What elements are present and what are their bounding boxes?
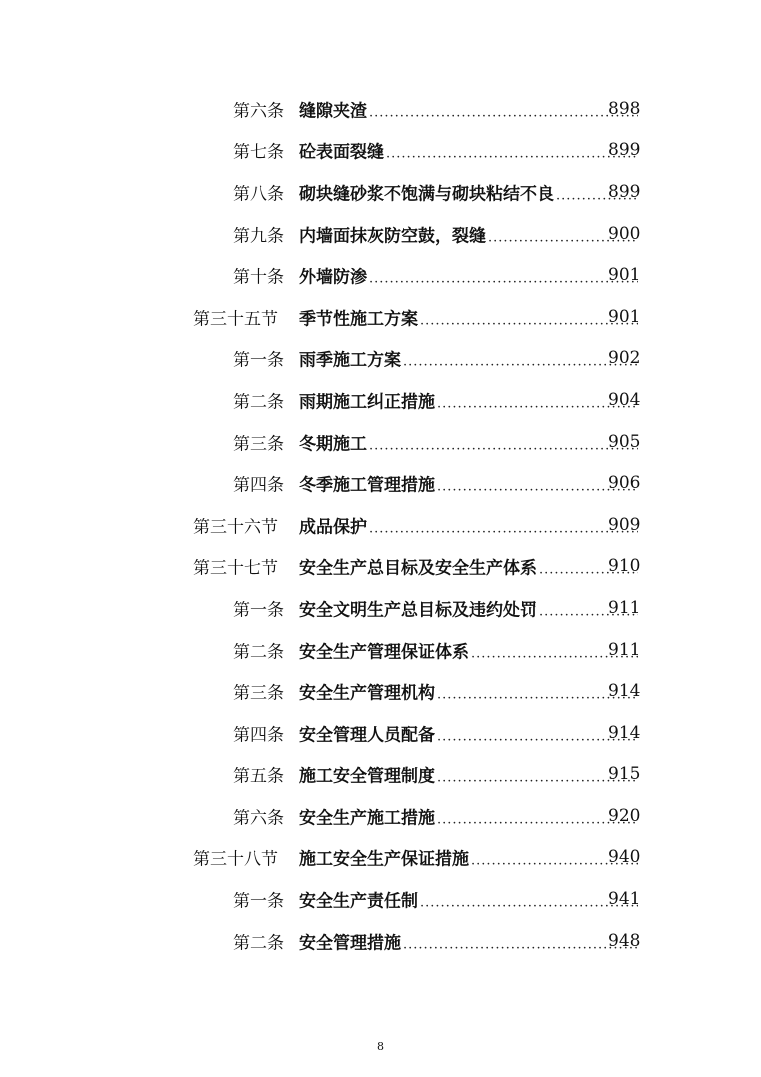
toc-entry-number: 第一条 [233,350,284,371]
toc-entry[interactable] [0,130,761,172]
toc-entry-title: 外墙防渗 [299,267,367,288]
toc-entry-title-line [299,845,640,870]
toc-entry-title-line [299,96,640,121]
toc-entry-title: 雨期施工纠正措施 [299,392,435,413]
toc-entry-page: 911 [608,597,641,618]
toc-entry-page: 898 [608,98,641,119]
toc-entry-title-line [299,429,640,454]
toc-entry[interactable] [0,296,761,338]
toc-entry-page: 901 [608,306,641,327]
toc-entry[interactable] [0,254,761,296]
toc-entry-title-line [299,595,640,620]
toc-entry-number: 第三十七节 [193,558,278,579]
page-number: 8 [377,1040,384,1053]
toc-entry-title-line [299,928,640,953]
toc-entry-number: 第一条 [233,891,284,912]
toc-entry-page: 941 [608,889,641,910]
toc-entry[interactable] [0,421,761,463]
toc-entry-title: 雨季施工方案 [299,350,401,371]
dot-leader [420,896,638,911]
toc-entry-title-line [299,263,640,288]
toc-entry[interactable] [0,670,761,712]
toc-entry-page: 906 [608,473,641,494]
dot-leader [420,313,638,328]
toc-entry-page: 900 [608,223,641,244]
toc-entry-page: 905 [608,431,641,452]
toc-entry-page: 920 [608,805,641,826]
toc-entry-number: 第八条 [233,184,284,205]
toc-entry[interactable] [0,837,761,879]
dot-leader [403,355,638,370]
toc-entry-page: 909 [608,514,641,535]
toc-entry[interactable] [0,629,761,671]
toc-entry-page: 940 [608,847,641,868]
toc-entry-page: 902 [608,348,641,369]
toc-entry-number: 第六条 [233,808,284,829]
table-of-contents [0,88,761,961]
toc-entry-page: 904 [608,389,641,410]
toc-entry-title: 冬季施工管理措施 [299,475,435,496]
toc-entry[interactable] [0,213,761,255]
toc-entry-number: 第五条 [233,766,284,787]
toc-entry-number: 第七条 [233,142,284,163]
toc-entry[interactable] [0,712,761,754]
toc-entry[interactable] [0,587,761,629]
toc-entry-title: 安全生产施工措施 [299,808,435,829]
toc-entry-page: 911 [608,639,641,660]
toc-entry-title: 安全管理人员配备 [299,725,435,746]
toc-entry-page: 899 [608,140,641,161]
toc-entry-title-line [299,138,640,163]
toc-entry-title: 砌块缝砂浆不饱满与砌块粘结不良 [299,184,554,205]
toc-entry[interactable] [0,88,761,130]
toc-entry-page: 901 [608,265,641,286]
toc-entry-number: 第九条 [233,226,284,247]
toc-entry-number: 第三十五节 [193,309,278,330]
toc-entry-page: 914 [608,681,641,702]
toc-entry[interactable] [0,379,761,421]
toc-entry-number: 第一条 [233,600,284,621]
toc-entry-number: 第四条 [233,475,284,496]
toc-entry[interactable] [0,462,761,504]
toc-entry-title-line [299,762,640,787]
toc-entry-title: 季节性施工方案 [299,309,418,330]
toc-entry-number: 第三十八节 [193,849,278,870]
toc-entry-number: 第二条 [233,642,284,663]
toc-entry-title: 安全生产管理机构 [299,683,435,704]
toc-entry-title: 砼表面裂缝 [299,142,384,163]
dot-leader [369,521,638,536]
toc-entry[interactable] [0,795,761,837]
toc-entry-number: 第三条 [233,683,284,704]
toc-entry[interactable] [0,171,761,213]
toc-entry-title: 内墙面抹灰防空鼓，裂缝 [299,226,486,247]
toc-entry-page: 948 [608,930,641,951]
toc-entry-title-line [299,679,640,704]
toc-entry-number: 第三十六节 [193,517,278,538]
dot-leader [403,937,638,952]
toc-entry-title-line [299,637,640,662]
toc-entry[interactable] [0,546,761,588]
toc-entry-number: 第四条 [233,725,284,746]
toc-entry-page: 910 [608,556,641,577]
toc-entry-title-line [299,887,640,912]
toc-entry[interactable] [0,754,761,796]
toc-entry-title: 成品保护 [299,517,367,538]
toc-entry-title-line [299,554,640,579]
toc-entry-number: 第三条 [233,434,284,455]
dot-leader [386,147,638,162]
toc-entry-title: 安全文明生产总目标及违约处罚 [299,600,537,621]
toc-entry-title: 安全生产管理保证体系 [299,642,469,663]
toc-entry-title: 安全生产责任制 [299,891,418,912]
toc-entry[interactable] [0,920,761,962]
toc-entry-title-line [299,304,640,329]
toc-entry-title-line [299,221,640,246]
toc-entry-page: 915 [608,764,641,785]
toc-entry-title: 安全生产总目标及安全生产体系 [299,558,537,579]
toc-entry-title: 施工安全生产保证措施 [299,849,469,870]
toc-entry-page: 914 [608,722,641,743]
dot-leader [369,105,638,120]
toc-entry[interactable] [0,338,761,380]
dot-leader [369,272,638,287]
toc-entry-title-line [299,803,640,828]
toc-entry-title-line [299,471,640,496]
toc-entry-number: 第二条 [233,933,284,954]
toc-entry-title-line [299,512,640,537]
toc-entry-number: 第二条 [233,392,284,413]
toc-entry-number: 第六条 [233,101,284,122]
toc-entry-title: 施工安全管理制度 [299,766,435,787]
toc-entry-title: 安全管理措施 [299,933,401,954]
toc-entry-page: 899 [608,181,641,202]
toc-entry-title-line [299,387,640,412]
dot-leader [369,438,638,453]
toc-entry-title-line [299,346,640,371]
toc-entry-title: 缝隙夹渣 [299,101,367,122]
toc-entry-title-line [299,720,640,745]
toc-entry[interactable] [0,504,761,546]
toc-entry-title-line [299,179,640,204]
toc-entry[interactable] [0,878,761,920]
toc-entry-title: 冬期施工 [299,434,367,455]
toc-entry-number: 第十条 [233,267,284,288]
